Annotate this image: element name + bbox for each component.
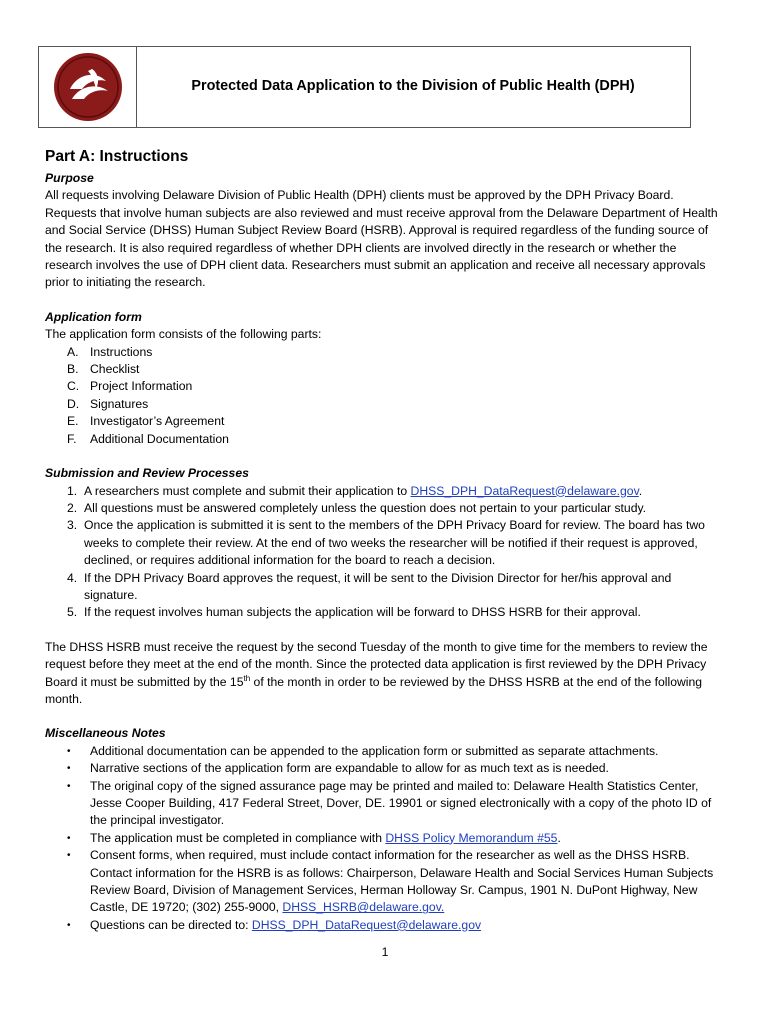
header-table — [38, 46, 691, 128]
bullet-icon: • — [67, 763, 71, 775]
list-item: 1. A researchers must complete and submit their application to DHSS_DPH_DataRequest@delaware.gov. — [67, 483, 643, 498]
hsrb-deadline-note: The DHSS HSRB must receive the request by the second Tuesday of the month to give time for the members to review the request before they meet at the end of the month. Since the protected data application is first reviewed by the DPH Privacy Board it must be submitted by the 15th of the month in order to be reviewed by the DHSS HSRB at the end of the following month. — [45, 639, 708, 706]
bullet-icon: • — [67, 832, 71, 844]
bullet-icon: • — [67, 919, 71, 931]
bullet-icon: • — [67, 745, 71, 757]
list-item: B. Checklist — [67, 362, 140, 377]
list-item: • The original copy of the signed assurance page may be printed and mailed to: Delaware Health Statistics Center, Jesse Cooper Building, 417 Federal Street, Dover, DE. 19901 or signed electronically with a copy of the photo ID of the principal investigator. — [67, 778, 725, 830]
list-item: 3. Once the application is submitted it is sent to the members of the DPH Privacy Board for review. The board has two weeks to complete their review. At the end of two weeks the researcher will be notified if their request is approved, declined, or requires additional information for the board to reach a decision. — [67, 518, 705, 568]
application-form-heading: Application form — [45, 309, 142, 324]
list-item: 2. All questions must be answered completely unless the question does not pertain to your particular study. — [67, 500, 647, 515]
application-form-intro: The application form consists of the following parts: — [45, 327, 322, 342]
document-title: Protected Data Application to the Division of Public Health (DPH) — [191, 78, 635, 95]
list-item: F. Additional Documentation — [67, 431, 229, 446]
list-item: D. Signatures — [67, 396, 149, 411]
list-item: • The application must be completed in compliance with DHSS Policy Memorandum #55. — [67, 830, 725, 847]
purpose-heading: Purpose — [45, 171, 94, 185]
submission-heading: Submission and Review Processes — [45, 466, 249, 481]
list-item: 4. If the DPH Privacy Board approves the request, it will be sent to the Division Director for her/his approval and signature. — [67, 570, 672, 602]
list-item: • Consent forms, when required, must include contact information for the researcher as well as the DHSS HSRB. Contact information for the HSRB is as follows: Chairperson, Delaware Health and Social Services Human Subjects Review Board, Division of Management Services, Herman Holloway Sr. Campus, 1901 N. DuPont Highway, New Castle, DE 19720; (302) 255-9000, DHSS_HSRB@delaware.gov. — [67, 847, 725, 917]
list-item: 5. If the request involves human subjects the application will be forward to DHSS HSRB for their approval. — [67, 605, 641, 620]
misc-notes-heading: Miscellaneous Notes — [45, 726, 166, 741]
email-link[interactable]: DHSS_DPH_DataRequest@delaware.gov — [410, 483, 639, 498]
policy-memorandum-link[interactable]: DHSS Policy Memorandum #55 — [385, 830, 558, 845]
submission-steps-list — [45, 483, 725, 622]
hsrb-email-link[interactable]: DHSS_HSRB@delaware.gov. — [282, 900, 445, 915]
dph-logo-icon — [52, 51, 124, 123]
part-a-heading: Part A: Instructions — [45, 148, 189, 165]
list-item: • Questions can be directed to: DHSS_DPH_DataRequest@delaware.gov — [67, 917, 725, 934]
purpose-text: All requests involving Delaware Division of Public Health (DPH) clients must be approved by the DPH Privacy Board. Requests that involve human subjects are also reviewed and must receive approval from the Delaware Department of Health and Social Service (DHSS) Human Subject Review Board (HSRB). Approval is required regardless of the funding source of the research. It is also required regardless of whether DPH clients are involved directly in the research or whether the research involves the use of DPH client data. Researchers must submit an application and receive all necessary approvals prior to initiating the research. — [45, 188, 718, 290]
list-item: A. Instructions — [67, 344, 153, 359]
list-item: E. Investigator’s Agreement — [67, 414, 225, 429]
logo-cell — [39, 47, 137, 127]
bullet-icon: • — [67, 780, 71, 792]
document-body — [45, 147, 725, 934]
list-item: C. Project Information — [67, 379, 193, 394]
bullet-icon: • — [67, 850, 71, 862]
list-item: • Additional documentation can be appended to the application form or submitted as separate attachments. — [67, 743, 725, 760]
misc-notes-list — [45, 743, 725, 934]
form-parts-list — [45, 344, 725, 448]
questions-email-link[interactable]: DHSS_DPH_DataRequest@delaware.gov — [251, 917, 482, 932]
list-item: • Narrative sections of the application form are expandable to allow for as much text as is needed. — [67, 760, 725, 777]
page-number: 1 — [381, 945, 389, 959]
